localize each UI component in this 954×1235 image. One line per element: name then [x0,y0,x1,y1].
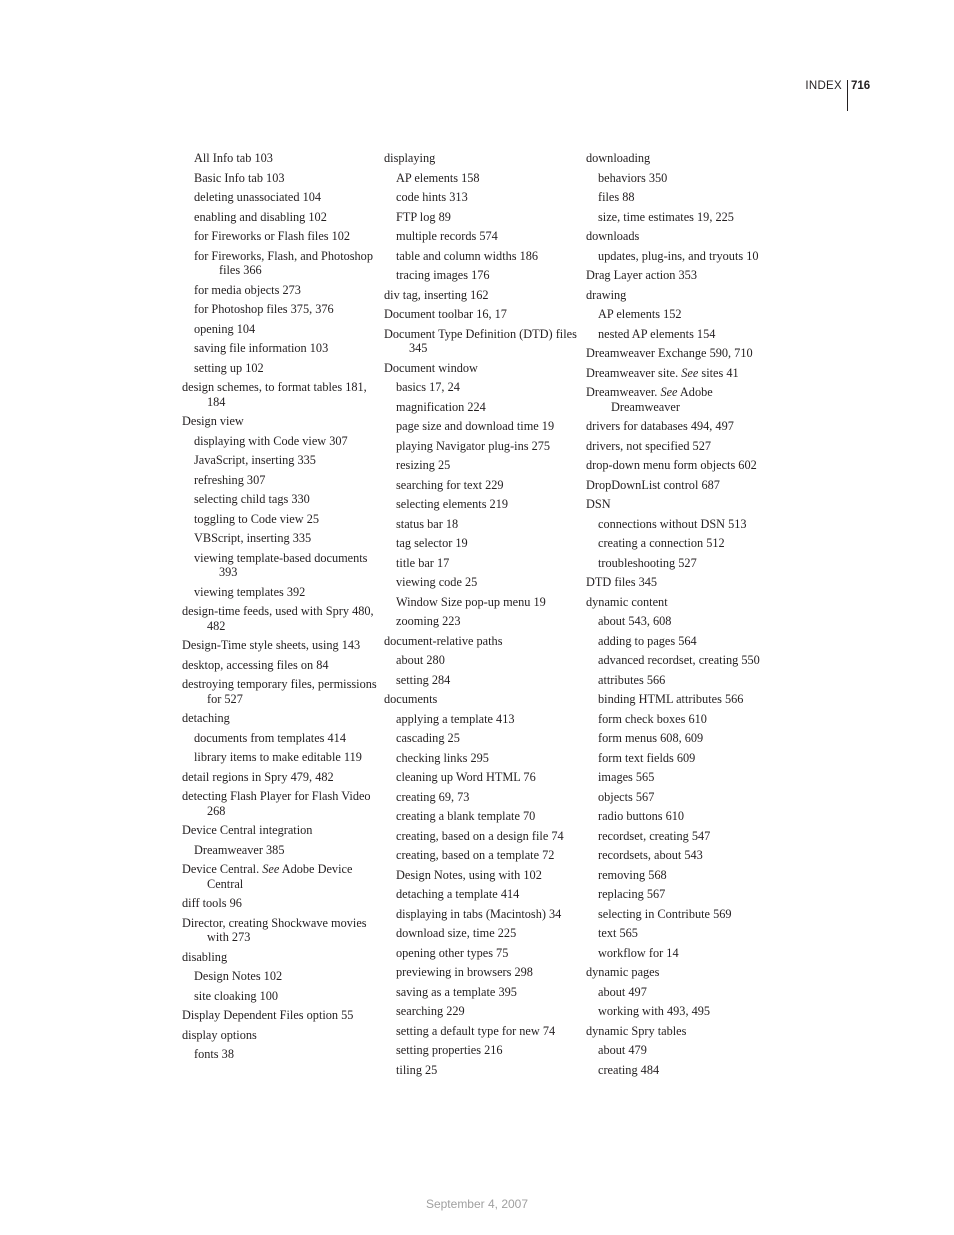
index-entry [586,965,782,980]
entry-text: tracing images 176 [396,268,490,282]
index-subentry [586,1043,782,1058]
index-subentry [182,512,378,527]
entry-text: Design-Time style sheets, using 143 [182,638,361,652]
entry-text: behaviors 350 [598,170,668,185]
index-entry [182,1008,378,1023]
index-entry [182,604,378,633]
entry-text: attributes 566 [598,672,666,687]
index-entry [384,634,580,649]
entry-text: setting 284 [396,672,451,687]
entry-text: working with 493, 495 [598,1004,711,1018]
index-subentry [384,595,580,610]
index-entry [586,151,782,166]
entry-text: site cloaking 100 [194,988,279,1003]
entry-text: page size and download time 19 [396,419,555,433]
entry-text: Dreamweaver 385 [194,842,285,857]
index-subentry [384,478,580,493]
page-number: 716 [851,80,871,92]
index-subentry [586,790,782,805]
index-subentry [384,712,580,727]
index-entry [384,307,580,322]
index-subentry [384,1043,580,1058]
entry-text: detaching [182,711,230,725]
index-entry [586,458,782,473]
index-subentry [586,848,782,863]
index-subentry [586,171,782,186]
entry-text: documents from templates 414 [194,730,346,745]
index-subentry [384,1024,580,1039]
index-subentry [384,653,580,668]
entry-text: Director, creating Shockwave movies with 273 [182,915,367,944]
index-entry [586,288,782,303]
entry-text: cascading 25 [396,731,460,745]
index-subentry [182,434,378,449]
index-entry [586,419,782,434]
index-subentry [384,1063,580,1078]
index-subentry [384,790,580,805]
index-subentry [586,307,782,322]
index-subentry [384,249,580,264]
entry-text: documents [384,692,438,706]
index-subentry [384,380,580,395]
entry-text: VBScript, inserting 335 [194,531,312,545]
index-entry [586,1024,782,1039]
index-subentry [586,946,782,961]
index-subentry [384,673,580,688]
entry-text: document-relative paths [384,633,503,648]
entry-text: creating 484 [598,1062,660,1077]
index-subentry [384,965,580,980]
entry-text: Device Central integration [182,823,313,837]
entry-text: disabling [182,949,228,964]
index-entry [586,229,782,244]
index-entry [182,862,378,891]
entry-text: Dreamweaver. [586,385,661,399]
index-subentry [586,692,782,707]
entry-text: DropDownList control 687 [586,477,720,492]
entry-text: form text fields 609 [598,750,696,765]
entry-text: design-time feeds, used with Spry 480, 482 [182,604,374,633]
index-subentry [586,517,782,532]
index-entry [182,950,378,965]
index-subentry [182,249,378,278]
entry-text: about 543, 608 [598,614,672,628]
index-subentry [586,887,782,902]
entry-text: for Fireworks, Flash, and Photoshop files 366 [194,248,373,277]
see-target: sites 41 [698,365,739,380]
entry-text: applying a template 413 [396,711,515,726]
index-column-3 [586,151,782,1082]
entry-text: workflow for 14 [598,945,679,960]
index-subentry [586,751,782,766]
index-entry [384,288,580,303]
entry-text: Document Type Definition (DTD) files 345 [384,326,577,355]
entry-text: Design Notes, using with 102 [396,867,542,882]
index-subentry [384,848,580,863]
index-entry [182,658,378,673]
entry-text: connections without DSN 513 [598,516,747,531]
index-entry [586,478,782,493]
index-subentry [586,653,782,668]
entry-text: refreshing 307 [194,472,266,487]
entry-text: diff tools 96 [182,896,242,910]
entry-text: objects 567 [598,789,655,804]
index-subentry [182,171,378,186]
entry-text: about 280 [396,653,445,667]
index-subentry [182,361,378,376]
entry-text: Basic Info tab 103 [194,170,285,185]
entry-text: setting up 102 [194,360,264,375]
index-entry [182,414,378,429]
index-subentry [182,989,378,1004]
entry-text: creating 69, 73 [396,789,470,804]
index-subentry [182,492,378,507]
entry-text: resizing 25 [396,458,451,472]
index-subentry [182,453,378,468]
entry-text: dynamic pages [586,965,660,979]
entry-text: basics 17, 24 [396,380,460,394]
entry-text: library items to make editable 119 [194,750,362,764]
see-reference: See [262,862,280,876]
index-subentry [586,868,782,883]
entry-text: drawing [586,287,627,302]
index-column-1 [182,151,378,1067]
index-subentry [586,731,782,746]
index-entry [586,497,782,512]
index-subentry [182,551,378,580]
entry-text: multiple records 574 [396,229,498,243]
index-subentry [586,536,782,551]
index-subentry [384,268,580,283]
entry-text: FTP log 89 [396,209,451,224]
entry-text: drivers, not specified 527 [586,438,711,453]
entry-text: All Info tab 103 [194,151,273,165]
index-subentry [384,926,580,941]
index-subentry [586,809,782,824]
index-subentry [384,614,580,629]
entry-text: saving file information 103 [194,341,329,355]
entry-text: creating, based on a template 72 [396,848,555,862]
index-subentry [384,770,580,785]
entry-text: dynamic Spry tables [586,1023,687,1038]
index-entry [182,638,378,653]
entry-text: zooming 223 [396,614,461,628]
entry-text: DSN [586,497,611,511]
entry-text: advanced recordset, creating 550 [598,653,760,667]
index-entry [182,677,378,706]
index-subentry [182,585,378,600]
entry-text: AP elements 158 [396,170,480,185]
entry-text: creating, based on a design file 74 [396,828,564,843]
index-subentry [384,497,580,512]
index-entry [586,439,782,454]
index-entry [182,896,378,911]
index-subentry [384,887,580,902]
index-subentry [586,614,782,629]
index-entry [586,575,782,590]
index-subentry [384,907,580,922]
entry-text: Design Notes 102 [194,969,283,983]
entry-text: opening 104 [194,321,256,336]
entry-text: nested AP elements 154 [598,326,716,341]
index-subentry [384,731,580,746]
entry-text: recordset, creating 547 [598,828,711,843]
entry-text: JavaScript, inserting 335 [194,453,316,467]
index-subentry [586,556,782,571]
index-subentry [586,926,782,941]
entry-text: for media objects 273 [194,282,301,297]
entry-text: DTD files 345 [586,575,658,589]
index-subentry [384,556,580,571]
entry-text: viewing template-based documents 393 [194,550,368,579]
index-subentry [586,770,782,785]
index-subentry [384,809,580,824]
index-entry [182,823,378,838]
index-subentry [384,400,580,415]
index-subentry [182,302,378,317]
page-header [700,80,880,110]
index-entry [182,1028,378,1043]
entry-text: searching for text 229 [396,477,504,492]
index-subentry [586,907,782,922]
entry-text: Display Dependent Files option 55 [182,1008,354,1022]
index-subentry [384,229,580,244]
entry-text: download size, time 225 [396,926,517,940]
entry-text: updates, plug-ins, and tryouts 10 [598,248,759,263]
index-entry [586,366,782,381]
index-subentry [586,249,782,264]
index-subentry [182,750,378,765]
index-subentry [384,751,580,766]
entry-text: binding HTML attributes 566 [598,692,744,706]
index-column-2 [384,151,580,1082]
index-entry [586,385,782,414]
entry-text: checking links 295 [396,750,489,765]
index-subentry [384,210,580,225]
entry-text: saving as a template 395 [396,984,517,999]
entry-text: tag selector 19 [396,536,468,550]
entry-text: div tag, inserting 162 [384,287,489,302]
entry-text: selecting in Contribute 569 [598,906,732,921]
entry-text: detaching a template 414 [396,887,520,901]
entry-text: design schemes, to format tables 181, 184 [182,380,367,409]
entry-text: Dreamweaver site. [586,365,682,380]
entry-text: recordsets, about 543 [598,848,703,862]
entry-text: displaying with Code view 307 [194,433,348,448]
index-entry [384,361,580,376]
header-divider [847,80,848,111]
entry-text: for Fireworks or Flash files 102 [194,229,351,243]
entry-text: magnification 224 [396,399,486,414]
entry-text: display options [182,1027,257,1042]
index-subentry [182,843,378,858]
index-subentry [586,673,782,688]
entry-text: table and column widths 186 [396,248,539,263]
entry-text: drivers for databases 494, 497 [586,419,734,433]
index-subentry [384,946,580,961]
entry-text: AP elements 152 [598,307,682,321]
entry-text: detecting Flash Player for Flash Video 268 [182,789,371,818]
entry-text: detail regions in Spry 479, 482 [182,769,334,784]
index-subentry [384,868,580,883]
index-subentry [182,190,378,205]
entry-text: images 565 [598,770,655,784]
entry-text: Design view [182,414,244,428]
index-subentry [182,473,378,488]
entry-text: size, time estimates 19, 225 [598,209,734,224]
index-entry [586,595,782,610]
entry-text: searching 229 [396,1004,465,1018]
entry-text: downloads [586,229,640,243]
entry-text: Device Central. [182,862,263,876]
index-subentry [586,829,782,844]
index-entry [182,770,378,785]
index-subentry [182,1047,378,1062]
index-subentry [384,458,580,473]
entry-text: displaying [384,151,436,165]
entry-text: opening other types 75 [396,945,509,960]
entry-text: previewing in browsers 298 [396,965,533,979]
entry-text: removing 568 [598,867,667,882]
entry-text: code hints 313 [396,190,468,204]
entry-text: desktop, accessing files on 84 [182,657,329,672]
entry-text: cleaning up Word HTML 76 [396,770,536,784]
index-subentry [586,1063,782,1078]
entry-text: dynamic content [586,594,668,609]
index-subentry [182,731,378,746]
index-subentry [384,575,580,590]
index-subentry [182,341,378,356]
index-subentry [384,829,580,844]
index-subentry [182,210,378,225]
entry-text: playing Navigator plug-ins 275 [396,438,551,453]
index-entry [182,789,378,818]
footer-date: September 4, 2007 [425,1197,529,1211]
index-subentry [586,210,782,225]
index-subentry [182,531,378,546]
entry-text: enabling and disabling 102 [194,209,327,224]
entry-text: deleting unassociated 104 [194,190,322,204]
index-subentry [384,439,580,454]
entry-text: setting properties 216 [396,1043,503,1057]
index-entry [182,380,378,409]
entry-text: adding to pages 564 [598,633,697,648]
entry-text: troubleshooting 527 [598,555,697,570]
index-entry [384,151,580,166]
entry-text: selecting elements 219 [396,497,509,511]
index-subentry [586,1004,782,1019]
entry-text: Window Size pop-up menu 19 [396,594,546,609]
index-subentry [586,985,782,1000]
entry-text: displaying in tabs (Macintosh) 34 [396,906,562,921]
entry-text: creating a blank template 70 [396,809,536,823]
index-subentry [182,969,378,984]
index-subentry [384,1004,580,1019]
entry-text: status bar 18 [396,516,459,531]
index-subentry [384,419,580,434]
index-entry [182,916,378,945]
entry-text: Document window [384,360,478,375]
entry-text: about 479 [598,1043,647,1057]
index-entry [586,346,782,361]
index-subentry [384,985,580,1000]
index-subentry [586,634,782,649]
index-subentry [586,712,782,727]
index-subentry [384,536,580,551]
entry-text: radio buttons 610 [598,809,685,823]
index-subentry [384,190,580,205]
entry-text: downloading [586,151,651,165]
entry-text: fonts 38 [194,1047,234,1061]
entry-text: setting a default type for new 74 [396,1023,556,1038]
see-reference: See [681,365,699,380]
entry-text: form menus 608, 609 [598,731,704,745]
entry-text: Document toolbar 16, 17 [384,307,507,321]
entry-text: title bar 17 [396,555,450,570]
index-subentry [182,229,378,244]
section-label: INDEX [805,80,842,92]
index-entry [586,268,782,283]
entry-text: destroying temporary files, permissions for 527 [182,677,377,706]
entry-text: Drag Layer action 353 [586,268,697,282]
index-subentry [182,322,378,337]
index-entry [384,692,580,707]
entry-text: Dreamweaver Exchange 590, 710 [586,346,753,360]
index-subentry [182,283,378,298]
index-subentry [182,151,378,166]
index-entry [182,711,378,726]
entry-text: files 88 [598,190,635,204]
entry-text: replacing 567 [598,887,666,901]
entry-text: toggling to Code view 25 [194,511,320,526]
entry-text: form check boxes 610 [598,711,707,726]
entry-text: viewing code 25 [396,575,478,589]
entry-text: drop-down menu form objects 602 [586,458,757,472]
index-subentry [586,190,782,205]
entry-text: creating a connection 512 [598,536,725,550]
entry-text: for Photoshop files 375, 376 [194,302,334,316]
index-subentry [586,327,782,342]
index-entry [384,327,580,356]
see-target: Adobe Dreamweaver [611,385,713,414]
see-target: Adobe Device Central [207,862,353,891]
entry-text: viewing templates 392 [194,584,306,599]
entry-text: about 497 [598,984,647,999]
entry-text: selecting child tags 330 [194,492,310,506]
index-subentry [384,171,580,186]
entry-text: tiling 25 [396,1062,438,1077]
entry-text: text 565 [598,926,638,940]
index-subentry [384,517,580,532]
see-reference: See [660,385,678,399]
